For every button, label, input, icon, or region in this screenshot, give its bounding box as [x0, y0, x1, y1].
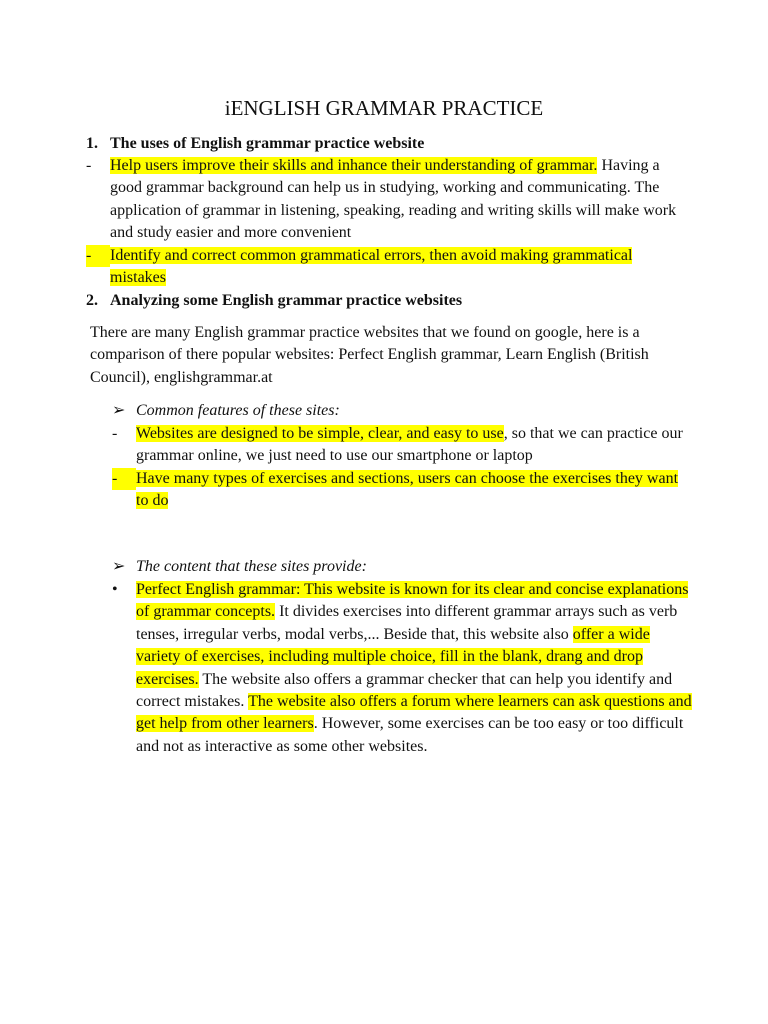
section-2-heading-row	[86, 290, 692, 312]
section-1-bullet-1	[86, 155, 692, 245]
highlighted-text: offer a wide variety of exercises, including multiple choice, fill in the blank, drang and drop exercises.	[136, 625, 650, 688]
dash-marker: -	[112, 468, 136, 490]
bullet-text: The website also offers a grammar checker that can help you identify and correct mistakes.	[136, 670, 673, 711]
dash-marker: -	[86, 245, 110, 267]
features-heading: Common features of these sites:	[136, 402, 340, 419]
features-bullet-2	[112, 468, 692, 513]
content-heading-row	[112, 556, 692, 578]
content-bullet-1	[112, 579, 692, 758]
bullet-text: . However, some exercises can be too easy or too difficult and not as interactive as some other websites.	[136, 715, 684, 755]
highlighted-text: The website also offers a forum where learners can ask questions and get help from other learners	[136, 693, 692, 733]
highlighted-text: Perfect English grammar: This website is known for its clear and concise explanations of grammar concepts.	[136, 581, 689, 621]
highlighted-text: Have many types of exercises and sections, users can choose the exercises they want to do	[136, 470, 679, 510]
content-heading: The content that these sites provide:	[136, 558, 367, 575]
intro-paragraph: There are many English grammar practice websites that we found on google, here is a comparison of there popular websites: Perfect English grammar, Learn English (British Council), englishgrammar.at	[90, 324, 649, 386]
section-2-number: 2.	[86, 292, 98, 309]
features-bullet-1	[112, 423, 692, 468]
section-1-bullet-2	[86, 245, 692, 290]
section-1-heading-row	[86, 133, 692, 155]
section-1-number: 1.	[86, 135, 98, 152]
section-2-heading: Analyzing some English grammar practice websites	[110, 292, 463, 309]
bullet-text: It divides exercises into different grammar arrays such as verb tenses, irregular verbs, modal verbs,... Beside that, this website also	[136, 603, 678, 643]
bullet-text: , so that we can practice our grammar online, we just need to use our smartphone or laptop	[136, 425, 683, 465]
highlighted-text: Websites are designed to be simple, clear, and easy to use	[136, 425, 504, 442]
dash-marker: -	[112, 425, 118, 442]
highlighted-text: Identify and correct common grammatical errors, then avoid making grammatical mistakes	[110, 247, 633, 287]
arrow-bullet-icon: ➢	[112, 402, 126, 419]
highlighted-text: Help users improve their skills and inhance their understanding of grammar.	[110, 157, 598, 174]
page-title: iENGLISH GRAMMAR PRACTICE	[224, 96, 544, 120]
bullet-text: Having a good grammar background can help us in studying, working and communicating. The application of grammar in listening, speaking, reading and writing skills will make work and study easier and more convenient	[110, 157, 677, 242]
section-1-heading: The uses of English grammar practice website	[110, 135, 425, 152]
round-bullet-icon: •	[112, 581, 118, 598]
dash-marker: -	[86, 157, 92, 174]
arrow-bullet-icon: ➢	[112, 558, 126, 575]
features-heading-row	[112, 400, 692, 422]
